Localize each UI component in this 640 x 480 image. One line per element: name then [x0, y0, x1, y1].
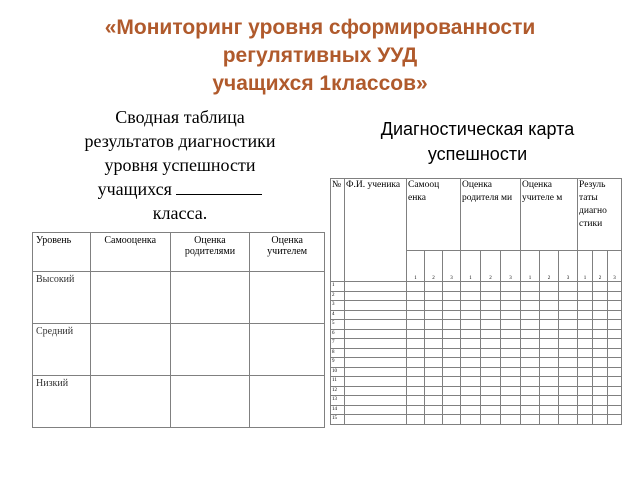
table-cell — [578, 329, 593, 339]
table-row — [331, 405, 622, 415]
table-cell — [501, 386, 521, 396]
table-cell — [345, 377, 407, 387]
row-number: 2 — [331, 291, 345, 301]
table-cell — [461, 377, 481, 387]
table-cell — [407, 348, 425, 358]
sub-3: 3 — [608, 251, 622, 282]
table-cell — [250, 272, 325, 324]
table-cell — [608, 301, 622, 311]
table-cell — [540, 282, 559, 292]
diagnostic-heading-line-2: успешности — [427, 144, 528, 164]
table-cell — [90, 324, 170, 376]
summary-header-level: Уровень — [33, 233, 91, 272]
table-cell — [345, 329, 407, 339]
summary-heading-line-3: уровня успешности — [104, 155, 256, 175]
table-cell — [501, 367, 521, 377]
table-cell — [443, 339, 461, 349]
table-cell — [425, 320, 443, 330]
table-cell — [540, 415, 559, 425]
table-cell — [170, 272, 250, 324]
table-cell — [501, 282, 521, 292]
table-cell — [578, 415, 593, 425]
row-number: 8 — [331, 348, 345, 358]
table-cell — [443, 310, 461, 320]
table-cell — [345, 367, 407, 377]
table-cell — [90, 272, 170, 324]
table-cell — [501, 415, 521, 425]
table-cell — [443, 377, 461, 387]
table-cell — [540, 386, 559, 396]
table-cell — [170, 324, 250, 376]
title-line-1: «Мониторинг уровня сформированности — [104, 16, 536, 39]
sub-2: 2 — [540, 251, 559, 282]
table-cell — [521, 396, 540, 406]
table-cell — [443, 367, 461, 377]
table-row — [33, 272, 325, 324]
table-cell — [481, 282, 501, 292]
table-row — [33, 324, 325, 376]
table-cell — [608, 310, 622, 320]
table-cell — [501, 358, 521, 368]
table-cell — [578, 377, 593, 387]
diag-header-self: Самооц енка — [407, 179, 461, 251]
table-cell — [578, 396, 593, 406]
table-cell — [608, 377, 622, 387]
table-cell — [593, 291, 608, 301]
table-cell — [425, 377, 443, 387]
table-cell — [461, 396, 481, 406]
row-number: 9 — [331, 358, 345, 368]
table-cell — [501, 339, 521, 349]
table-cell — [481, 396, 501, 406]
row-number: 15 — [331, 415, 345, 425]
table-cell — [608, 405, 622, 415]
table-cell — [407, 320, 425, 330]
table-row — [331, 348, 622, 358]
table-cell — [170, 376, 250, 428]
table-cell — [540, 377, 559, 387]
table-cell — [593, 377, 608, 387]
summary-heading-line-4 — [30, 177, 330, 201]
sub-3: 3 — [443, 251, 461, 282]
table-cell — [608, 282, 622, 292]
table-cell — [540, 329, 559, 339]
summary-header-row — [33, 233, 325, 272]
table-cell — [578, 405, 593, 415]
table-cell — [481, 291, 501, 301]
table-cell — [578, 358, 593, 368]
table-row — [33, 376, 325, 428]
table-cell — [443, 282, 461, 292]
table-cell — [461, 310, 481, 320]
table-cell — [559, 291, 578, 301]
table-cell — [593, 329, 608, 339]
page-title — [0, 14, 640, 98]
table-cell — [345, 358, 407, 368]
diag-header-parents: Оценка родителя ми — [461, 179, 521, 251]
table-cell — [461, 386, 481, 396]
table-cell — [521, 291, 540, 301]
table-row — [331, 386, 622, 396]
table-cell — [593, 282, 608, 292]
table-cell — [407, 329, 425, 339]
table-cell — [443, 301, 461, 311]
table-cell — [521, 358, 540, 368]
table-row — [331, 310, 622, 320]
table-cell — [345, 320, 407, 330]
diag-header-row — [331, 179, 622, 251]
table-cell — [593, 367, 608, 377]
table-cell — [559, 348, 578, 358]
table-cell — [608, 339, 622, 349]
table-cell — [540, 367, 559, 377]
table-cell — [559, 396, 578, 406]
table-row — [331, 358, 622, 368]
sub-2: 2 — [425, 251, 443, 282]
table-cell — [521, 405, 540, 415]
sub-3: 3 — [501, 251, 521, 282]
table-cell — [345, 405, 407, 415]
sub-1: 1 — [521, 251, 540, 282]
table-cell — [443, 348, 461, 358]
table-cell — [540, 348, 559, 358]
table-cell — [461, 415, 481, 425]
table-cell — [578, 291, 593, 301]
table-cell — [521, 367, 540, 377]
table-cell — [425, 396, 443, 406]
table-cell — [501, 310, 521, 320]
table-cell — [407, 367, 425, 377]
table-row — [331, 396, 622, 406]
table-cell — [461, 348, 481, 358]
table-cell — [461, 320, 481, 330]
table-cell — [481, 310, 501, 320]
level-high: Высокий — [33, 272, 91, 324]
table-cell — [593, 301, 608, 311]
table-cell — [540, 310, 559, 320]
summary-heading-line-1: Сводная таблица — [115, 107, 245, 127]
sub-1: 1 — [461, 251, 481, 282]
table-cell — [407, 405, 425, 415]
table-cell — [559, 367, 578, 377]
row-number: 3 — [331, 301, 345, 311]
table-cell — [481, 377, 501, 387]
table-cell — [559, 339, 578, 349]
table-cell — [345, 282, 407, 292]
table-cell — [540, 320, 559, 330]
sub-3: 3 — [559, 251, 578, 282]
table-cell — [407, 282, 425, 292]
table-cell — [608, 367, 622, 377]
row-number: 6 — [331, 329, 345, 339]
table-cell — [593, 348, 608, 358]
table-cell — [608, 396, 622, 406]
table-cell — [443, 291, 461, 301]
table-cell — [425, 301, 443, 311]
table-cell — [578, 348, 593, 358]
diag-header-number: № — [331, 179, 345, 282]
table-cell — [501, 291, 521, 301]
table-cell — [345, 310, 407, 320]
table-cell — [407, 377, 425, 387]
sub-1: 1 — [578, 251, 593, 282]
summary-header-teacher: Оценка учителем — [250, 233, 325, 272]
level-low: Низкий — [33, 376, 91, 428]
table-cell — [501, 396, 521, 406]
table-cell — [540, 301, 559, 311]
table-cell — [559, 377, 578, 387]
table-cell — [559, 415, 578, 425]
table-cell — [501, 377, 521, 387]
summary-header-self: Самооценка — [90, 233, 170, 272]
table-cell — [481, 367, 501, 377]
table-cell — [540, 405, 559, 415]
row-number: 7 — [331, 339, 345, 349]
table-cell — [608, 348, 622, 358]
table-cell — [521, 301, 540, 311]
title-line-2: регулятивных УУД — [222, 44, 418, 67]
table-cell — [608, 329, 622, 339]
sub-1: 1 — [407, 251, 425, 282]
table-cell — [521, 415, 540, 425]
table-cell — [578, 310, 593, 320]
row-number: 13 — [331, 396, 345, 406]
table-cell — [425, 367, 443, 377]
table-cell — [593, 415, 608, 425]
table-cell — [481, 358, 501, 368]
diagnostic-heading-line-1: Диагностическая карта — [380, 119, 575, 139]
table-cell — [425, 339, 443, 349]
table-cell — [481, 329, 501, 339]
table-cell — [559, 329, 578, 339]
row-number: 12 — [331, 386, 345, 396]
table-cell — [407, 415, 425, 425]
diagnostic-heading — [330, 117, 625, 167]
row-number: 10 — [331, 367, 345, 377]
table-cell — [608, 358, 622, 368]
table-cell — [345, 301, 407, 311]
table-cell — [345, 396, 407, 406]
diag-header-name: Ф.И. ученика — [345, 179, 407, 282]
table-cell — [407, 301, 425, 311]
diagnostic-table — [330, 178, 622, 425]
table-cell — [425, 415, 443, 425]
table-row — [331, 367, 622, 377]
table-cell — [593, 358, 608, 368]
table-cell — [501, 320, 521, 330]
table-cell — [461, 301, 481, 311]
table-cell — [90, 376, 170, 428]
summary-heading-line-2: результатов диагностики — [84, 131, 276, 151]
table-cell — [425, 405, 443, 415]
summary-heading-line-5: класса. — [152, 203, 208, 223]
row-number: 4 — [331, 310, 345, 320]
table-cell — [578, 386, 593, 396]
table-row — [331, 320, 622, 330]
table-cell — [407, 339, 425, 349]
table-row — [331, 301, 622, 311]
table-cell — [521, 386, 540, 396]
table-cell — [559, 301, 578, 311]
table-cell — [593, 405, 608, 415]
table-cell — [578, 282, 593, 292]
diag-header-results: Резуль таты диагно стики — [578, 179, 622, 251]
table-cell — [540, 339, 559, 349]
table-cell — [345, 348, 407, 358]
students-label: учащихся — [97, 179, 172, 199]
summary-heading — [30, 105, 330, 225]
table-cell — [443, 320, 461, 330]
table-cell — [425, 282, 443, 292]
table-cell — [559, 310, 578, 320]
table-cell — [407, 310, 425, 320]
title-line-3: учащихся 1классов» — [212, 72, 428, 95]
table-cell — [443, 329, 461, 339]
table-cell — [501, 329, 521, 339]
table-cell — [481, 348, 501, 358]
table-cell — [559, 282, 578, 292]
table-cell — [559, 405, 578, 415]
table-cell — [559, 358, 578, 368]
summary-table — [32, 232, 325, 428]
table-cell — [481, 320, 501, 330]
table-cell — [540, 358, 559, 368]
table-cell — [407, 396, 425, 406]
table-cell — [593, 320, 608, 330]
table-cell — [425, 291, 443, 301]
sub-2: 2 — [593, 251, 608, 282]
table-cell — [521, 329, 540, 339]
row-number: 14 — [331, 405, 345, 415]
table-cell — [578, 320, 593, 330]
table-cell — [578, 367, 593, 377]
table-cell — [481, 301, 501, 311]
table-cell — [521, 377, 540, 387]
table-cell — [501, 301, 521, 311]
table-cell — [443, 405, 461, 415]
table-cell — [593, 396, 608, 406]
table-cell — [593, 386, 608, 396]
row-number: 11 — [331, 377, 345, 387]
table-cell — [425, 386, 443, 396]
table-cell — [425, 310, 443, 320]
table-cell — [461, 282, 481, 292]
table-cell — [345, 386, 407, 396]
table-cell — [407, 291, 425, 301]
row-number: 5 — [331, 320, 345, 330]
table-cell — [425, 329, 443, 339]
class-blank — [176, 180, 262, 195]
table-cell — [608, 415, 622, 425]
table-cell — [578, 339, 593, 349]
table-cell — [407, 386, 425, 396]
table-cell — [443, 358, 461, 368]
table-cell — [559, 320, 578, 330]
table-cell — [443, 415, 461, 425]
table-row — [331, 377, 622, 387]
table-cell — [501, 348, 521, 358]
level-medium: Средний — [33, 324, 91, 376]
table-cell — [521, 320, 540, 330]
table-cell — [481, 339, 501, 349]
table-cell — [521, 310, 540, 320]
table-cell — [521, 282, 540, 292]
table-cell — [501, 405, 521, 415]
table-cell — [250, 376, 325, 428]
table-cell — [540, 291, 559, 301]
sub-2: 2 — [481, 251, 501, 282]
table-cell — [407, 358, 425, 368]
table-cell — [345, 339, 407, 349]
table-cell — [578, 301, 593, 311]
table-cell — [461, 367, 481, 377]
table-row — [331, 282, 622, 292]
table-cell — [593, 310, 608, 320]
table-cell — [540, 396, 559, 406]
row-number: 1 — [331, 282, 345, 292]
table-cell — [593, 339, 608, 349]
table-cell — [461, 291, 481, 301]
table-cell — [521, 339, 540, 349]
table-cell — [461, 329, 481, 339]
table-row — [331, 415, 622, 425]
table-cell — [559, 386, 578, 396]
table-cell — [608, 386, 622, 396]
table-cell — [521, 348, 540, 358]
table-cell — [250, 324, 325, 376]
table-cell — [461, 358, 481, 368]
table-row — [331, 329, 622, 339]
table-cell — [608, 320, 622, 330]
table-cell — [461, 405, 481, 415]
table-cell — [443, 396, 461, 406]
table-cell — [345, 291, 407, 301]
table-cell — [481, 386, 501, 396]
summary-header-parents: Оценка родителями — [170, 233, 250, 272]
table-cell — [481, 415, 501, 425]
table-cell — [481, 405, 501, 415]
table-cell — [345, 415, 407, 425]
table-cell — [608, 291, 622, 301]
table-cell — [425, 358, 443, 368]
table-row — [331, 291, 622, 301]
table-cell — [443, 386, 461, 396]
table-cell — [461, 339, 481, 349]
table-cell — [425, 348, 443, 358]
diag-header-teacher: Оценка учителе м — [521, 179, 578, 251]
table-row — [331, 339, 622, 349]
